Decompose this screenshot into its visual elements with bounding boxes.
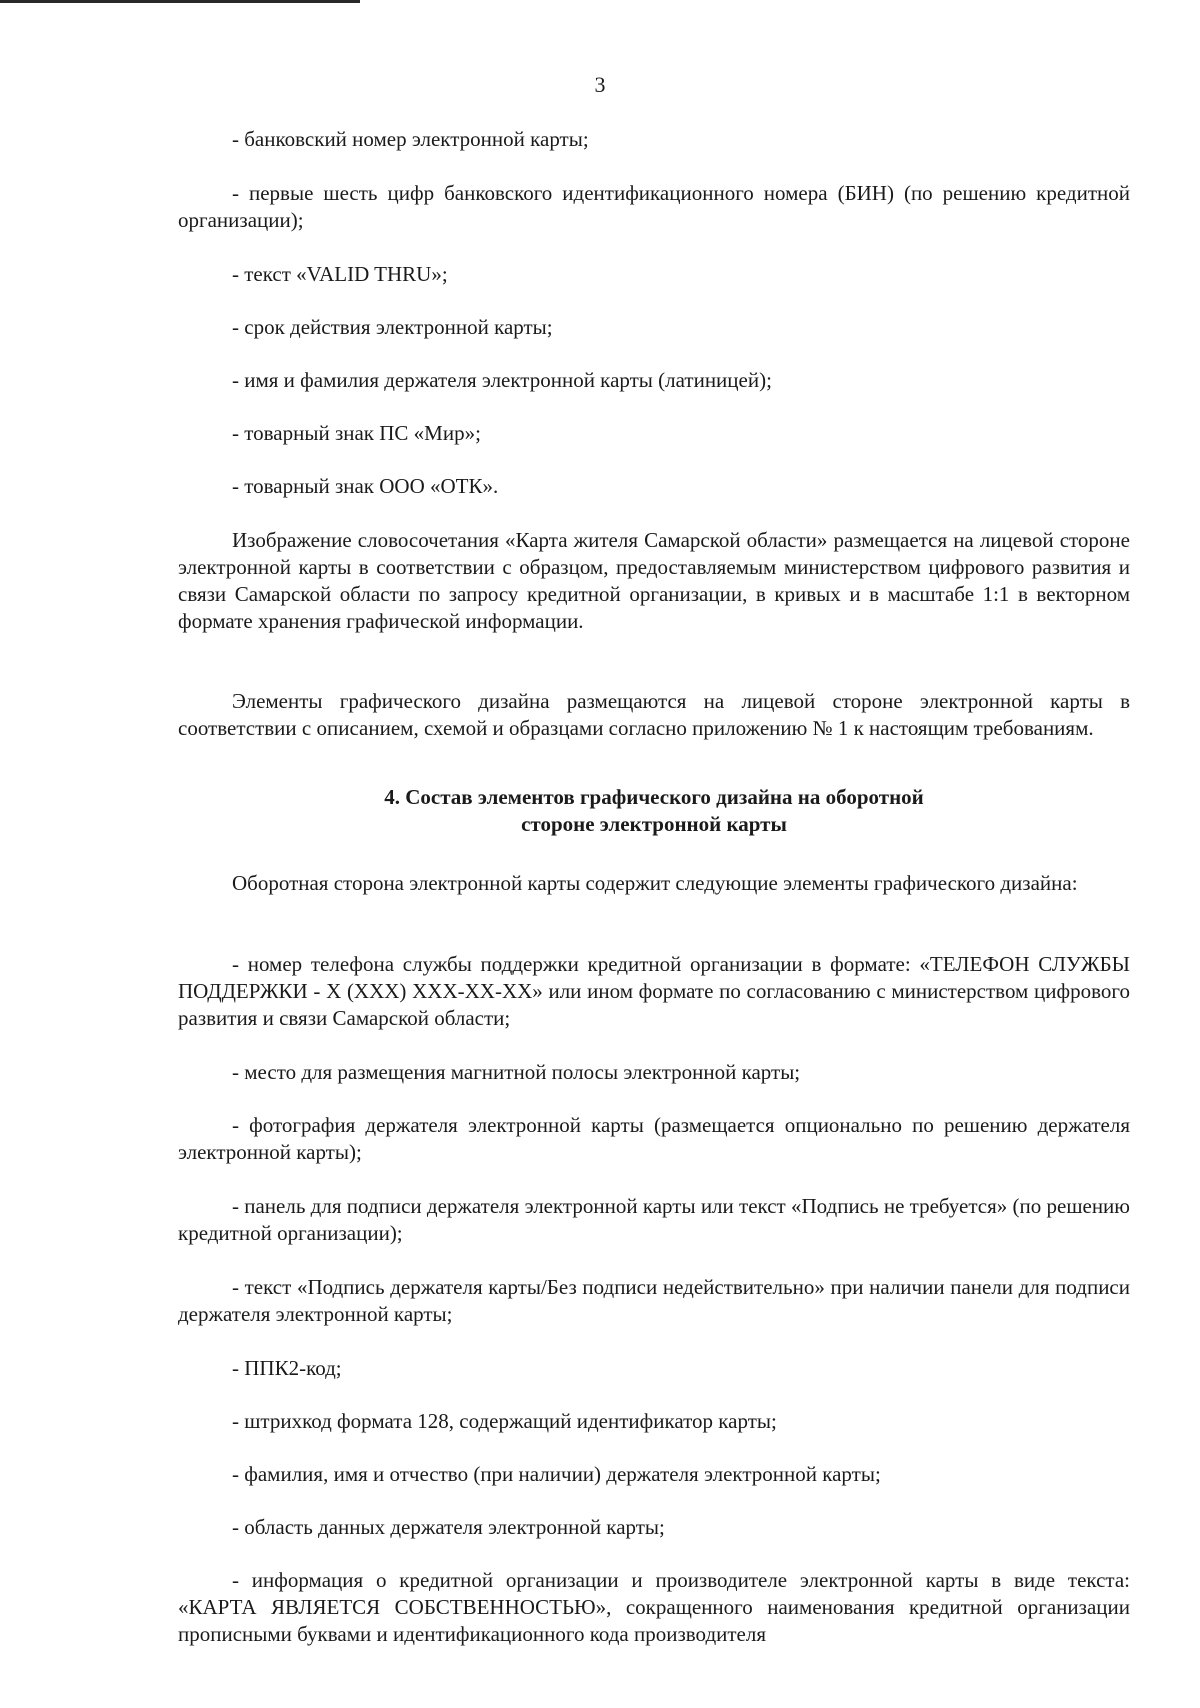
back-item-issuer-info: - информация о кредитной организации и производителе электронной карты в виде текста: «КАРТА ЯВЛЯЕТСЯ СОБСТВЕННОСТЬЮ», сокращенного наименования кредитной организации прописными буквами и идентификационного кода производителя [178, 1568, 1130, 1646]
back-intro: Оборотная сторона электронной карты содержит следующие элементы графического дизайна: [232, 871, 1078, 895]
front-item-valid-thru: - текст «VALID THRU»; [232, 262, 448, 286]
page-number: 3 [594, 72, 606, 97]
back-item-support-phone: - номер телефона службы поддержки кредитной организации в формате: «ТЕЛЕФОН СЛУЖБЫ ПОДДЕРЖКИ - X (XXX) XXX-XX-XX» или ином формате по согласованию с министерством цифрового развития и связи Самарской области; [178, 952, 1130, 1030]
section-heading-line-2: стороне электронной карты [521, 812, 787, 836]
front-item-validity-period: - срок действия электронной карты; [232, 315, 553, 339]
paragraph-phrase-image: Изображение словосочетания «Карта жителя Самарской области» размещается на лицевой стороне электронной карты в соответствии с образцом, предоставляемым министерством цифрового развития и связи Самарской области по запросу кредитной организации, в кривых и в масштабе 1:1 в векторном формате хранения графической информации. [178, 528, 1130, 633]
front-item-otk-trademark: - товарный знак ООО «ОТК». [232, 474, 499, 498]
paragraph-design-elements: Элементы графического дизайна размещаются на лицевой стороне электронной карты в соответствии с описанием, схемой и образцами согласно приложению № 1 к настоящим требованиям. [178, 689, 1130, 740]
back-item-barcode: - штрихкод формата 128, содержащий идентификатор карты; [232, 1409, 777, 1433]
back-item-signature-text: - текст «Подпись держателя карты/Без подписи недействительно» при наличии панели для подписи держателя электронной карты; [178, 1275, 1130, 1326]
section-heading-line-1: 4. Состав элементов графического дизайна на оборотной [384, 785, 924, 809]
back-item-photo: - фотография держателя электронной карты (размещается опционально по решению держателя электронной карты); [178, 1113, 1130, 1164]
back-item-holder-data-area: - область данных держателя электронной карты; [232, 1515, 665, 1539]
scan-edge-mark [0, 0, 360, 3]
back-item-magnetic-stripe: - место для размещения магнитной полосы электронной карты; [232, 1060, 801, 1084]
back-item-ppk2-code: - ППК2-код; [232, 1356, 342, 1380]
front-item-card-number: - банковский номер электронной карты; [232, 127, 589, 151]
front-item-bin: - первые шесть цифр банковского идентификационного номера (БИН) (по решению кредитной организации); [178, 181, 1130, 232]
front-item-holder-name: - имя и фамилия держателя электронной карты (латиницей); [232, 368, 772, 392]
back-item-signature-panel: - панель для подписи держателя электронной карты или текст «Подпись не требуется» (по решению кредитной организации); [178, 1194, 1130, 1245]
back-item-holder-full-name: - фамилия, имя и отчество (при наличии) держателя электронной карты; [232, 1462, 881, 1486]
front-item-mir-trademark: - товарный знак ПС «Мир»; [232, 421, 481, 445]
